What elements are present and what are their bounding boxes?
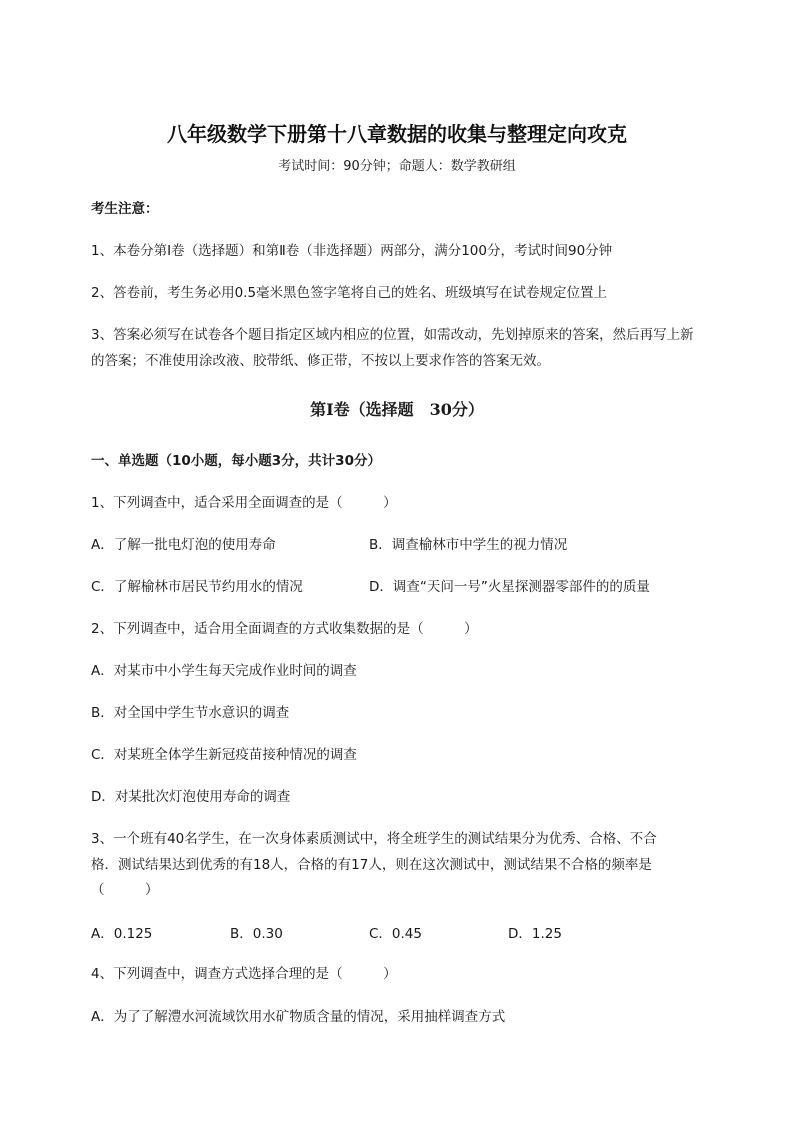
notice-item: 1、本卷分第Ⅰ卷（选择题）和第Ⅱ卷（非选择题）两部分，满分100分，考试时间90分钟 [91, 243, 613, 259]
question-stem: 3、一个班有40名学生，在一次身体素质测试中，将全班学生的测试结果分为优秀、合格、不合 [91, 831, 657, 847]
question-stem: 2、下列调查中，适合用全面调查的方式收集数据的是（ ） [91, 621, 478, 637]
notice-heading: 考生注意： [91, 201, 159, 217]
answer-option-a: A．对某市中小学生每天完成作业时间的调查 [91, 663, 357, 679]
question-stem: 格．测试结果达到优秀的有18人，合格的有17人，则在这次测试中，测试结果不合格的频率是 [91, 857, 652, 873]
notice-item: 2、答卷前，考生务必用0.5毫米黑色签字笔将自己的姓名、班级填写在试卷规定位置上 [91, 285, 608, 301]
answer-option-c: C．0.45 [369, 926, 422, 942]
answer-option-b: B．调查榆林市中学生的视力情况 [369, 537, 568, 553]
notice-item: 的答案；不准使用涂改液、胶带纸、修正带，不按以上要求作答的答案无效。 [91, 353, 550, 369]
page-title: 八年级数学下册第十八章数据的收集与整理定向攻克 [167, 122, 627, 146]
section-title: 第Ⅰ卷（选择题 30分） [310, 400, 484, 419]
answer-option-d: D．调查“天问一号”火星探测器零部件的的质量 [369, 579, 650, 595]
answer-option-c: C．了解榆林市居民节约用水的情况 [91, 579, 303, 595]
answer-option-d: D．对某批次灯泡使用寿命的调查 [91, 789, 291, 805]
answer-option-a: A．了解一批电灯泡的使用寿命 [91, 537, 276, 553]
question-stem: 4、下列调查中，调查方式选择合理的是（ ） [91, 966, 397, 982]
answer-option-b: B．0.30 [230, 926, 283, 942]
part-heading: 一、单选题（10小题，每小题3分，共计30分） [91, 453, 381, 469]
question-stem: （ ） [91, 882, 159, 898]
notice-item: 3、答案必须写在试卷各个题目指定区域内相应的位置，如需改动，先划掉原来的答案，然后再写上新 [91, 327, 694, 343]
exam-info: 考试时间：90分钟；命题人：数学教研组 [278, 159, 516, 174]
answer-option-a: A．0.125 [91, 926, 153, 942]
answer-option-d: D．1.25 [508, 926, 562, 942]
answer-option-c: C．对某班全体学生新冠疫苗接种情况的调查 [91, 747, 357, 763]
question-stem: 1、下列调查中，适合采用全面调查的是（ ） [91, 495, 397, 511]
answer-option-a: A．为了了解澧水河流域饮用水矿物质含量的情况，采用抽样调查方式 [91, 1009, 506, 1025]
answer-option-b: B．对全国中学生节水意识的调查 [91, 705, 290, 721]
